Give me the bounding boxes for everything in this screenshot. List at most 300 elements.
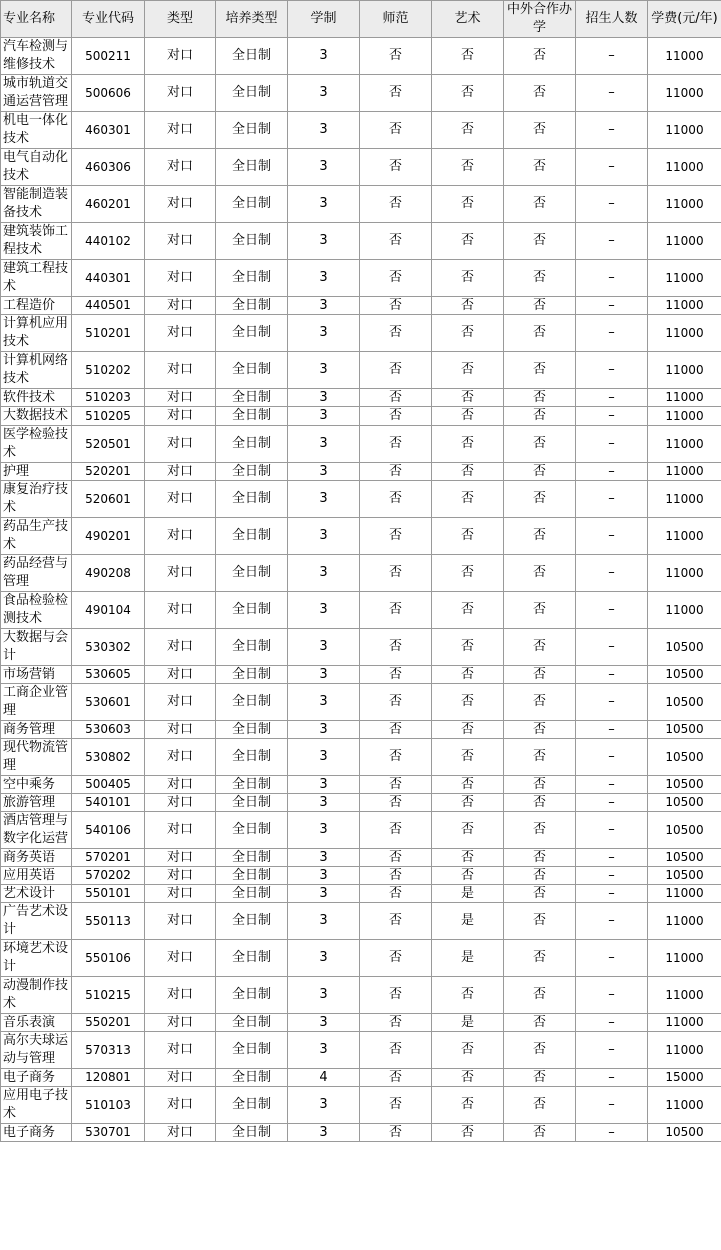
art-cell: 否 — [432, 149, 504, 186]
study-mode-cell: 全日制 — [216, 1014, 288, 1032]
normal-cell: 否 — [360, 426, 432, 463]
table-row — [1, 426, 721, 463]
normal-cell: 否 — [360, 812, 432, 849]
type-cell: 对口 — [145, 739, 216, 776]
table-row — [1, 867, 721, 885]
major-code-cell: 570201 — [72, 849, 145, 867]
major-name-cell: 旅游管理 — [1, 794, 72, 812]
type-cell: 对口 — [145, 592, 216, 629]
art-cell: 否 — [432, 739, 504, 776]
study-mode-cell: 全日制 — [216, 739, 288, 776]
joint-program-cell: 否 — [504, 629, 576, 666]
study-mode-cell: 全日制 — [216, 481, 288, 518]
study-mode-cell: 全日制 — [216, 1069, 288, 1087]
art-cell: 否 — [432, 186, 504, 223]
major-code-cell: 500405 — [72, 776, 145, 794]
tuition-cell: 11000 — [648, 352, 721, 389]
joint-program-cell: 否 — [504, 407, 576, 426]
tuition-cell: 10500 — [648, 776, 721, 794]
major-code-cell: 440301 — [72, 260, 145, 297]
enrollment-cell: – — [576, 849, 648, 867]
enrollment-cell: – — [576, 1069, 648, 1087]
table-row — [1, 518, 721, 555]
major-name-cell: 环境艺术设计 — [1, 940, 72, 977]
art-cell: 否 — [432, 592, 504, 629]
joint-program-cell: 否 — [504, 186, 576, 223]
normal-cell: 否 — [360, 297, 432, 315]
art-cell: 否 — [432, 721, 504, 739]
enrollment-cell: – — [576, 684, 648, 721]
duration-cell: 4 — [288, 1069, 360, 1087]
major-code-cell: 530603 — [72, 721, 145, 739]
joint-program-cell: 否 — [504, 794, 576, 812]
tuition-cell: 11000 — [648, 1032, 721, 1069]
enrollment-cell: – — [576, 812, 648, 849]
type-cell: 对口 — [145, 812, 216, 849]
major-name-cell: 电子商务 — [1, 1124, 72, 1142]
duration-cell: 3 — [288, 721, 360, 739]
enrollment-cell: – — [576, 481, 648, 518]
duration-cell: 3 — [288, 1087, 360, 1124]
art-cell: 否 — [432, 1069, 504, 1087]
joint-program-cell: 否 — [504, 1032, 576, 1069]
joint-program-cell: 否 — [504, 297, 576, 315]
art-cell: 否 — [432, 812, 504, 849]
study-mode-cell: 全日制 — [216, 297, 288, 315]
table-row — [1, 849, 721, 867]
joint-program-cell: 否 — [504, 149, 576, 186]
major-code-cell: 460301 — [72, 112, 145, 149]
duration-cell: 3 — [288, 463, 360, 481]
tuition-cell: 11000 — [648, 592, 721, 629]
study-mode-cell: 全日制 — [216, 223, 288, 260]
major-code-cell: 550201 — [72, 1014, 145, 1032]
art-cell: 否 — [432, 223, 504, 260]
major-name-cell: 智能制造装备技术 — [1, 186, 72, 223]
duration-cell: 3 — [288, 812, 360, 849]
type-cell: 对口 — [145, 407, 216, 426]
enrollment-cell: – — [576, 297, 648, 315]
table-row — [1, 1087, 721, 1124]
major-name-cell: 动漫制作技术 — [1, 977, 72, 1014]
joint-program-cell: 否 — [504, 849, 576, 867]
art-cell: 否 — [432, 794, 504, 812]
normal-cell: 否 — [360, 112, 432, 149]
table-row — [1, 1124, 721, 1142]
joint-program-cell: 否 — [504, 776, 576, 794]
major-code-cell: 510202 — [72, 352, 145, 389]
major-code-cell: 540106 — [72, 812, 145, 849]
major-name-cell: 工商企业管理 — [1, 684, 72, 721]
header-duration: 学制 — [288, 1, 360, 38]
art-cell: 否 — [432, 297, 504, 315]
enrollment-cell: – — [576, 518, 648, 555]
table-row — [1, 629, 721, 666]
major-name-cell: 酒店管理与数字化运营 — [1, 812, 72, 849]
study-mode-cell: 全日制 — [216, 149, 288, 186]
major-code-cell: 490104 — [72, 592, 145, 629]
normal-cell: 否 — [360, 776, 432, 794]
header-art: 艺术 — [432, 1, 504, 38]
art-cell: 否 — [432, 407, 504, 426]
art-cell: 否 — [432, 315, 504, 352]
art-cell: 否 — [432, 518, 504, 555]
study-mode-cell: 全日制 — [216, 315, 288, 352]
major-code-cell: 550101 — [72, 885, 145, 903]
duration-cell: 3 — [288, 666, 360, 684]
major-code-cell: 530302 — [72, 629, 145, 666]
enrollment-cell: – — [576, 739, 648, 776]
type-cell: 对口 — [145, 481, 216, 518]
major-name-cell: 康复治疗技术 — [1, 481, 72, 518]
art-cell: 否 — [432, 849, 504, 867]
duration-cell: 3 — [288, 739, 360, 776]
normal-cell: 否 — [360, 1087, 432, 1124]
major-code-cell: 540101 — [72, 794, 145, 812]
normal-cell: 否 — [360, 1014, 432, 1032]
normal-cell: 否 — [360, 463, 432, 481]
joint-program-cell: 否 — [504, 426, 576, 463]
table-row — [1, 977, 721, 1014]
enrollment-cell: – — [576, 38, 648, 75]
tuition-cell: 11000 — [648, 389, 721, 407]
normal-cell: 否 — [360, 260, 432, 297]
tuition-cell: 11000 — [648, 977, 721, 1014]
art-cell: 是 — [432, 885, 504, 903]
study-mode-cell: 全日制 — [216, 867, 288, 885]
normal-cell: 否 — [360, 555, 432, 592]
table-row — [1, 885, 721, 903]
duration-cell: 3 — [288, 940, 360, 977]
table-header-row — [1, 1, 721, 38]
tuition-cell: 10500 — [648, 721, 721, 739]
joint-program-cell: 否 — [504, 223, 576, 260]
study-mode-cell: 全日制 — [216, 885, 288, 903]
major-code-cell: 520501 — [72, 426, 145, 463]
tuition-cell: 11000 — [648, 903, 721, 940]
major-name-cell: 空中乘务 — [1, 776, 72, 794]
joint-program-cell: 否 — [504, 112, 576, 149]
type-cell: 对口 — [145, 426, 216, 463]
study-mode-cell: 全日制 — [216, 426, 288, 463]
duration-cell: 3 — [288, 315, 360, 352]
table-row — [1, 75, 721, 112]
normal-cell: 否 — [360, 629, 432, 666]
normal-cell: 否 — [360, 481, 432, 518]
study-mode-cell: 全日制 — [216, 721, 288, 739]
major-name-cell: 大数据技术 — [1, 407, 72, 426]
duration-cell: 3 — [288, 629, 360, 666]
header-major-name: 专业名称 — [1, 1, 72, 38]
major-code-cell: 460306 — [72, 149, 145, 186]
art-cell: 否 — [432, 112, 504, 149]
major-name-cell: 计算机网络技术 — [1, 352, 72, 389]
normal-cell: 否 — [360, 903, 432, 940]
normal-cell: 否 — [360, 75, 432, 112]
duration-cell: 3 — [288, 1014, 360, 1032]
major-name-cell: 广告艺术设计 — [1, 903, 72, 940]
duration-cell: 3 — [288, 389, 360, 407]
duration-cell: 3 — [288, 352, 360, 389]
duration-cell: 3 — [288, 518, 360, 555]
major-name-cell: 商务管理 — [1, 721, 72, 739]
normal-cell: 否 — [360, 1124, 432, 1142]
type-cell: 对口 — [145, 260, 216, 297]
enrollment-cell: – — [576, 75, 648, 112]
type-cell: 对口 — [145, 940, 216, 977]
major-name-cell: 护理 — [1, 463, 72, 481]
joint-program-cell: 否 — [504, 666, 576, 684]
joint-program-cell: 否 — [504, 739, 576, 776]
major-code-cell: 530701 — [72, 1124, 145, 1142]
art-cell: 否 — [432, 867, 504, 885]
major-code-cell: 570313 — [72, 1032, 145, 1069]
major-code-cell: 520201 — [72, 463, 145, 481]
tuition-cell: 10500 — [648, 629, 721, 666]
type-cell: 对口 — [145, 977, 216, 1014]
table-row — [1, 1014, 721, 1032]
major-code-cell: 510215 — [72, 977, 145, 1014]
study-mode-cell: 全日制 — [216, 407, 288, 426]
normal-cell: 否 — [360, 684, 432, 721]
duration-cell: 3 — [288, 592, 360, 629]
duration-cell: 3 — [288, 776, 360, 794]
tuition-cell: 10500 — [648, 684, 721, 721]
art-cell: 否 — [432, 38, 504, 75]
major-name-cell: 汽车检测与维修技术 — [1, 38, 72, 75]
majors-table-body — [1, 38, 721, 1142]
major-name-cell: 市场营销 — [1, 666, 72, 684]
study-mode-cell: 全日制 — [216, 666, 288, 684]
enrollment-cell: – — [576, 389, 648, 407]
normal-cell: 否 — [360, 721, 432, 739]
major-code-cell: 490201 — [72, 518, 145, 555]
tuition-cell: 11000 — [648, 149, 721, 186]
study-mode-cell: 全日制 — [216, 794, 288, 812]
major-code-cell: 490208 — [72, 555, 145, 592]
normal-cell: 否 — [360, 389, 432, 407]
major-code-cell: 550113 — [72, 903, 145, 940]
normal-cell: 否 — [360, 592, 432, 629]
type-cell: 对口 — [145, 1014, 216, 1032]
major-name-cell: 医学检验技术 — [1, 426, 72, 463]
table-row — [1, 1032, 721, 1069]
enrollment-cell: – — [576, 555, 648, 592]
type-cell: 对口 — [145, 721, 216, 739]
study-mode-cell: 全日制 — [216, 849, 288, 867]
normal-cell: 否 — [360, 794, 432, 812]
duration-cell: 3 — [288, 1124, 360, 1142]
joint-program-cell: 否 — [504, 867, 576, 885]
joint-program-cell: 否 — [504, 940, 576, 977]
major-name-cell: 音乐表演 — [1, 1014, 72, 1032]
tuition-cell: 10500 — [648, 849, 721, 867]
duration-cell: 3 — [288, 38, 360, 75]
study-mode-cell: 全日制 — [216, 38, 288, 75]
duration-cell: 3 — [288, 481, 360, 518]
tuition-cell: 11000 — [648, 518, 721, 555]
table-row — [1, 776, 721, 794]
joint-program-cell: 否 — [504, 75, 576, 112]
study-mode-cell: 全日制 — [216, 518, 288, 555]
enrollment-cell: – — [576, 426, 648, 463]
art-cell: 是 — [432, 1014, 504, 1032]
duration-cell: 3 — [288, 555, 360, 592]
enrollment-cell: – — [576, 223, 648, 260]
tuition-cell: 11000 — [648, 463, 721, 481]
enrollment-cell: – — [576, 903, 648, 940]
study-mode-cell: 全日制 — [216, 75, 288, 112]
joint-program-cell: 否 — [504, 38, 576, 75]
art-cell: 否 — [432, 684, 504, 721]
art-cell: 否 — [432, 555, 504, 592]
enrollment-cell: – — [576, 1014, 648, 1032]
art-cell: 是 — [432, 903, 504, 940]
table-row — [1, 223, 721, 260]
table-row — [1, 297, 721, 315]
table-row — [1, 407, 721, 426]
major-name-cell: 现代物流管理 — [1, 739, 72, 776]
art-cell: 否 — [432, 629, 504, 666]
normal-cell: 否 — [360, 518, 432, 555]
duration-cell: 3 — [288, 186, 360, 223]
duration-cell: 3 — [288, 112, 360, 149]
joint-program-cell: 否 — [504, 721, 576, 739]
table-row — [1, 794, 721, 812]
tuition-cell: 15000 — [648, 1069, 721, 1087]
art-cell: 否 — [432, 977, 504, 1014]
table-row — [1, 463, 721, 481]
major-code-cell: 460201 — [72, 186, 145, 223]
study-mode-cell: 全日制 — [216, 260, 288, 297]
type-cell: 对口 — [145, 794, 216, 812]
type-cell: 对口 — [145, 186, 216, 223]
major-name-cell: 机电一体化技术 — [1, 112, 72, 149]
joint-program-cell: 否 — [504, 1069, 576, 1087]
major-code-cell: 510203 — [72, 389, 145, 407]
tuition-cell: 11000 — [648, 297, 721, 315]
type-cell: 对口 — [145, 684, 216, 721]
study-mode-cell: 全日制 — [216, 629, 288, 666]
enrollment-cell: – — [576, 592, 648, 629]
enrollment-cell: – — [576, 940, 648, 977]
table-row — [1, 315, 721, 352]
art-cell: 否 — [432, 776, 504, 794]
type-cell: 对口 — [145, 1124, 216, 1142]
normal-cell: 否 — [360, 739, 432, 776]
duration-cell: 3 — [288, 426, 360, 463]
major-code-cell: 510201 — [72, 315, 145, 352]
enrollment-cell: – — [576, 352, 648, 389]
tuition-cell: 11000 — [648, 1087, 721, 1124]
joint-program-cell: 否 — [504, 389, 576, 407]
duration-cell: 3 — [288, 794, 360, 812]
study-mode-cell: 全日制 — [216, 812, 288, 849]
table-row — [1, 149, 721, 186]
major-name-cell: 应用电子技术 — [1, 1087, 72, 1124]
art-cell: 是 — [432, 940, 504, 977]
tuition-cell: 10500 — [648, 1124, 721, 1142]
major-code-cell: 440501 — [72, 297, 145, 315]
major-name-cell: 城市轨道交通运营管理 — [1, 75, 72, 112]
tuition-cell: 11000 — [648, 223, 721, 260]
enrollment-cell: – — [576, 867, 648, 885]
table-row — [1, 940, 721, 977]
art-cell: 否 — [432, 352, 504, 389]
header-joint-program: 中外合作办学 — [504, 1, 576, 38]
tuition-cell: 11000 — [648, 112, 721, 149]
major-code-cell: 530802 — [72, 739, 145, 776]
major-code-cell: 530605 — [72, 666, 145, 684]
type-cell: 对口 — [145, 518, 216, 555]
duration-cell: 3 — [288, 1032, 360, 1069]
study-mode-cell: 全日制 — [216, 186, 288, 223]
art-cell: 否 — [432, 481, 504, 518]
table-row — [1, 112, 721, 149]
art-cell: 否 — [432, 1087, 504, 1124]
type-cell: 对口 — [145, 1069, 216, 1087]
major-code-cell: 570202 — [72, 867, 145, 885]
type-cell: 对口 — [145, 352, 216, 389]
joint-program-cell: 否 — [504, 1087, 576, 1124]
type-cell: 对口 — [145, 903, 216, 940]
duration-cell: 3 — [288, 260, 360, 297]
enrollment-cell: – — [576, 1032, 648, 1069]
tuition-cell: 11000 — [648, 426, 721, 463]
art-cell: 否 — [432, 1124, 504, 1142]
joint-program-cell: 否 — [504, 1124, 576, 1142]
major-code-cell: 550106 — [72, 940, 145, 977]
type-cell: 对口 — [145, 1032, 216, 1069]
major-name-cell: 计算机应用技术 — [1, 315, 72, 352]
tuition-cell: 11000 — [648, 885, 721, 903]
type-cell: 对口 — [145, 315, 216, 352]
enrollment-cell: – — [576, 977, 648, 1014]
type-cell: 对口 — [145, 1087, 216, 1124]
study-mode-cell: 全日制 — [216, 555, 288, 592]
tuition-cell: 11000 — [648, 260, 721, 297]
normal-cell: 否 — [360, 977, 432, 1014]
joint-program-cell: 否 — [504, 518, 576, 555]
study-mode-cell: 全日制 — [216, 1087, 288, 1124]
duration-cell: 3 — [288, 407, 360, 426]
normal-cell: 否 — [360, 315, 432, 352]
major-name-cell: 应用英语 — [1, 867, 72, 885]
joint-program-cell: 否 — [504, 885, 576, 903]
study-mode-cell: 全日制 — [216, 1032, 288, 1069]
study-mode-cell: 全日制 — [216, 463, 288, 481]
major-name-cell: 工程造价 — [1, 297, 72, 315]
tuition-cell: 10500 — [648, 739, 721, 776]
duration-cell: 3 — [288, 149, 360, 186]
normal-cell: 否 — [360, 885, 432, 903]
major-name-cell: 软件技术 — [1, 389, 72, 407]
art-cell: 否 — [432, 260, 504, 297]
enrollment-cell: – — [576, 149, 648, 186]
normal-cell: 否 — [360, 1069, 432, 1087]
tuition-cell: 11000 — [648, 1014, 721, 1032]
tuition-cell: 11000 — [648, 555, 721, 592]
type-cell: 对口 — [145, 867, 216, 885]
enrollment-cell: – — [576, 407, 648, 426]
major-code-cell: 120801 — [72, 1069, 145, 1087]
table-row — [1, 260, 721, 297]
art-cell: 否 — [432, 463, 504, 481]
type-cell: 对口 — [145, 776, 216, 794]
major-code-cell: 500211 — [72, 38, 145, 75]
type-cell: 对口 — [145, 75, 216, 112]
header-major-code: 专业代码 — [72, 1, 145, 38]
